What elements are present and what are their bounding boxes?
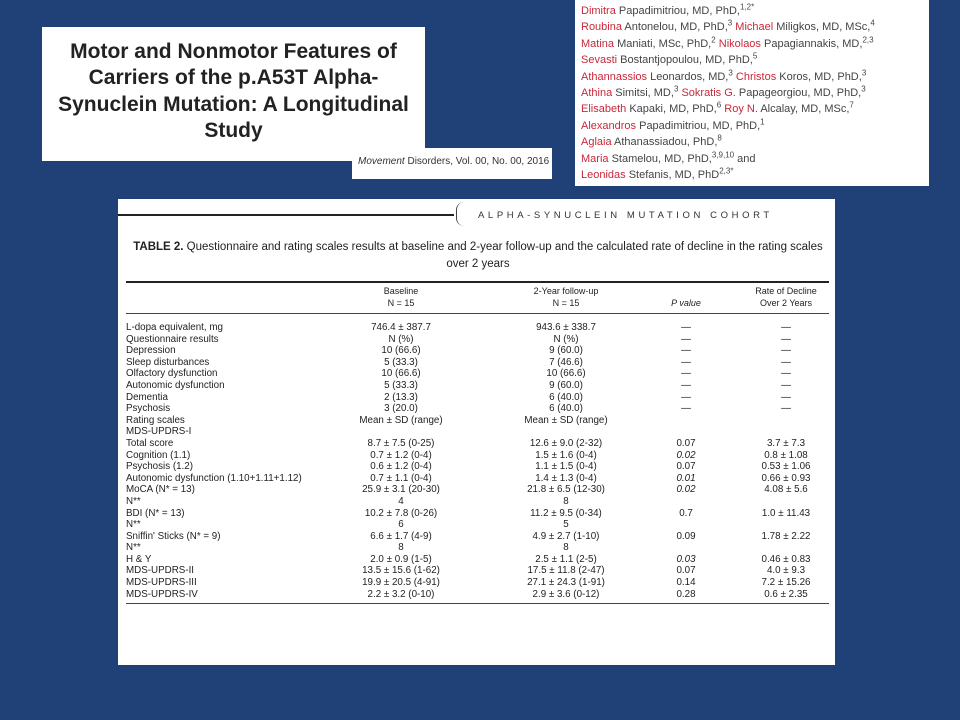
pvalue-cell: 0.09 bbox=[676, 530, 696, 542]
decline-cell: 1.0 ± 11.43 bbox=[761, 507, 811, 519]
author-name: Christos bbox=[732, 70, 777, 83]
baseline-cell: 5 (33.3) bbox=[384, 356, 418, 368]
followup-cell: 11.2 ± 9.5 (0-34) bbox=[530, 507, 602, 519]
author-degrees: Athanassiadou, PhD, bbox=[611, 136, 718, 149]
author-name: Leonidas bbox=[581, 169, 626, 182]
journal-name: Movement bbox=[358, 156, 405, 167]
decline-cell: — bbox=[781, 379, 791, 391]
author-name: Roubina bbox=[581, 21, 622, 34]
pvalue-cell: 0.03 bbox=[676, 553, 696, 565]
pvalue-cell: — bbox=[681, 368, 691, 380]
baseline-cell: N (%) bbox=[388, 333, 414, 345]
pvalue-cell: — bbox=[681, 379, 691, 391]
table-row bbox=[126, 542, 829, 554]
decline-cell: — bbox=[781, 345, 791, 357]
table-row bbox=[126, 438, 829, 450]
author-degrees: Leonardos, MD, bbox=[647, 70, 729, 83]
author-degrees: Kapaki, MD, PhD, bbox=[626, 103, 717, 116]
citation-details: Disorders, Vol. 00, No. 00, 2016 bbox=[404, 156, 550, 167]
decline-cell: 0.66 ± 0.93 bbox=[761, 472, 811, 484]
followup-cell: 1.5 ± 1.6 (0-4) bbox=[535, 449, 597, 461]
author-degrees: Simitsi, MD, bbox=[612, 87, 674, 100]
table-row bbox=[126, 403, 829, 415]
author-affiliation: 2,3* bbox=[719, 166, 734, 176]
followup-cell: 8 bbox=[563, 542, 569, 554]
col-head-baseline-n: N = 15 bbox=[387, 298, 415, 308]
col-head-decline-period: Over 2 Years bbox=[759, 298, 813, 308]
author-line bbox=[581, 167, 923, 183]
author-degrees: Papagiannakis, MD, bbox=[760, 37, 863, 50]
baseline-cell: 4 bbox=[398, 495, 404, 507]
table-row bbox=[126, 473, 829, 485]
baseline-cell: 8.7 ± 7.5 (0-25) bbox=[367, 437, 435, 449]
baseline-cell: 746.4 ± 387.7 bbox=[371, 322, 431, 333]
baseline-cell: 0.7 ± 1.1 (0-4) bbox=[370, 472, 432, 484]
col-head-decline-label: Rate of Decline bbox=[755, 286, 817, 296]
row-label: Sniffin' Sticks (N* = 9) bbox=[126, 530, 221, 542]
author-degrees: Miligkos, MD, MSc, bbox=[773, 21, 871, 34]
author-affiliation: 3 bbox=[727, 18, 733, 28]
author-line bbox=[581, 101, 923, 117]
decline-cell: — bbox=[781, 391, 791, 403]
author-name: Sokratis G. bbox=[678, 87, 736, 100]
decline-cell: 0.6 ± 2.35 bbox=[764, 588, 808, 600]
baseline-cell: 10 (66.6) bbox=[381, 368, 421, 380]
row-label: Questionnaire results bbox=[126, 333, 219, 345]
author-degrees: Stefanis, MD, PhD bbox=[625, 169, 720, 182]
author-name: Nikolaos bbox=[715, 37, 761, 50]
author-name: Athina bbox=[581, 87, 613, 100]
table-row bbox=[126, 565, 829, 577]
row-label: Psychosis (1.2) bbox=[126, 461, 193, 473]
baseline-cell: 6.6 ± 1.7 (4-9) bbox=[370, 530, 432, 542]
followup-cell: 1.1 ± 1.5 (0-4) bbox=[535, 461, 597, 473]
row-label: MoCA (N* = 13) bbox=[126, 484, 195, 496]
pvalue-cell: 0.28 bbox=[676, 588, 696, 600]
decline-cell: 7.2 ± 15.26 bbox=[761, 577, 811, 589]
author-degrees: Papadimitriou, MD, PhD, bbox=[615, 5, 740, 17]
pvalue-cell: 0.07 bbox=[676, 437, 696, 449]
table-row bbox=[126, 368, 829, 380]
running-head: ALPHA-SYNUCLEIN MUTATION COHORT bbox=[478, 210, 773, 221]
row-label: N** bbox=[126, 542, 141, 554]
followup-cell: 9 (60.0) bbox=[549, 379, 583, 391]
pvalue-cell: — bbox=[681, 322, 691, 333]
table-row bbox=[126, 589, 829, 601]
author-name: Elisabeth bbox=[581, 103, 627, 116]
author-line bbox=[581, 52, 923, 68]
baseline-cell: 2.2 ± 3.2 (0-10) bbox=[367, 588, 435, 600]
author-affiliation: 1,2* bbox=[739, 2, 755, 12]
followup-cell: 6 (40.0) bbox=[549, 403, 583, 415]
baseline-cell: 8 bbox=[398, 542, 404, 554]
author-line bbox=[581, 3, 923, 19]
pvalue-cell: 0.01 bbox=[676, 472, 696, 484]
decline-cell: 4.0 ± 9.3 bbox=[766, 565, 806, 577]
row-label: N** bbox=[126, 519, 141, 531]
author-name: Alexandros bbox=[581, 119, 637, 132]
followup-cell: 21.8 ± 6.5 (12-30) bbox=[527, 484, 605, 496]
row-label: H & Y bbox=[126, 553, 152, 565]
followup-cell: N (%) bbox=[553, 333, 579, 345]
author-affiliation: 7 bbox=[849, 100, 854, 110]
pvalue-cell: 0.7 bbox=[679, 507, 693, 519]
followup-cell: 1.4 ± 1.3 (0-4) bbox=[535, 472, 597, 484]
decline-cell: — bbox=[781, 322, 791, 333]
col-head-followup-n: N = 15 bbox=[552, 298, 580, 308]
row-label: Olfactory dysfunction bbox=[126, 368, 218, 380]
col-head-pvalue-label: P value bbox=[671, 298, 701, 308]
table-row bbox=[126, 519, 829, 531]
row-label: MDS-UPDRS-III bbox=[126, 577, 197, 589]
row-label: Dementia bbox=[126, 391, 168, 403]
table-row bbox=[126, 484, 829, 496]
author-degrees: Maniati, MSc, PhD, bbox=[614, 37, 712, 50]
author-line bbox=[581, 134, 923, 150]
author-degrees: Antonelou, MD, PhD, bbox=[621, 21, 728, 34]
baseline-cell: 6 bbox=[398, 519, 404, 531]
author-name: Aglaia bbox=[581, 136, 612, 149]
decline-cell: — bbox=[781, 333, 791, 345]
row-label: MDS-UPDRS-II bbox=[126, 565, 195, 577]
followup-cell: 8 bbox=[563, 495, 569, 507]
table-row bbox=[126, 426, 829, 438]
author-degrees: Stamelou, MD, PhD, bbox=[608, 152, 712, 165]
row-label: BDI (N* = 13) bbox=[126, 507, 185, 519]
table-row bbox=[126, 508, 829, 520]
table-body bbox=[126, 322, 829, 600]
pvalue-cell: — bbox=[681, 333, 691, 345]
author-affiliation: 5 bbox=[752, 51, 758, 61]
followup-cell: Mean ± SD (range) bbox=[524, 414, 608, 426]
decline-cell: 0.46 ± 0.83 bbox=[761, 553, 811, 565]
author-line bbox=[581, 118, 923, 134]
decline-cell: — bbox=[781, 368, 791, 380]
table-card bbox=[118, 199, 835, 665]
baseline-cell: 2 (13.3) bbox=[384, 391, 418, 403]
col-head-followup-label: 2-Year follow-up bbox=[533, 286, 599, 296]
col-head-decline bbox=[741, 285, 831, 309]
author-affiliation: 3 bbox=[861, 84, 866, 94]
followup-cell: 10 (66.6) bbox=[546, 368, 586, 380]
baseline-cell: 19.9 ± 20.5 (4-91) bbox=[362, 577, 440, 589]
pvalue-cell: 0.02 bbox=[676, 449, 696, 461]
decline-cell: 4.08 ± 5.6 bbox=[764, 484, 808, 496]
decline-cell: 1.78 ± 2.22 bbox=[761, 530, 811, 542]
author-name: Michael bbox=[732, 21, 774, 34]
followup-cell: 5 bbox=[563, 519, 569, 531]
baseline-cell: 5 (33.3) bbox=[384, 379, 418, 391]
followup-cell: 9 (60.0) bbox=[549, 345, 583, 357]
col-head-pvalue bbox=[651, 297, 721, 309]
journal-citation bbox=[352, 148, 552, 179]
author-affiliation: 2,3 bbox=[862, 35, 874, 45]
title-card bbox=[42, 27, 425, 161]
followup-cell: 12.6 ± 9.0 (2-32) bbox=[529, 437, 603, 449]
row-label: MDS-UPDRS-IV bbox=[126, 588, 198, 600]
followup-cell: 17.5 ± 11.8 (2-47) bbox=[527, 565, 605, 577]
author-affiliation: 6 bbox=[716, 100, 722, 110]
header-rule bbox=[118, 214, 454, 216]
row-label: Cognition (1.1) bbox=[126, 449, 191, 461]
followup-cell: 6 (40.0) bbox=[549, 391, 583, 403]
baseline-cell: 0.7 ± 1.2 (0-4) bbox=[370, 449, 432, 461]
baseline-cell: 2.0 ± 0.9 (1-5) bbox=[370, 553, 432, 565]
author-conjunction: and bbox=[734, 152, 756, 165]
followup-cell: 7 (46.6) bbox=[549, 356, 583, 368]
table-bottom-rule bbox=[126, 603, 829, 604]
author-line bbox=[581, 36, 923, 52]
row-label: Rating scales bbox=[126, 414, 185, 426]
row-label: Total score bbox=[126, 437, 174, 449]
decline-cell: 0.53 ± 1.06 bbox=[761, 461, 811, 473]
row-label: Autonomic dysfunction (1.10+1.11+1.12) bbox=[126, 472, 302, 484]
author-name: Maria bbox=[581, 152, 609, 165]
author-affiliation: 3 bbox=[861, 67, 867, 77]
author-line bbox=[581, 85, 923, 101]
author-affiliation: 3 bbox=[728, 67, 733, 77]
author-line bbox=[581, 69, 923, 85]
table-row bbox=[126, 496, 829, 508]
table-row bbox=[126, 322, 829, 334]
baseline-cell: 3 (20.0) bbox=[384, 403, 418, 415]
pvalue-cell: — bbox=[681, 391, 691, 403]
table-row bbox=[126, 357, 829, 369]
author-list bbox=[575, 0, 929, 186]
row-label: L-dopa equivalent, mg bbox=[126, 322, 223, 333]
col-head-baseline bbox=[336, 285, 466, 309]
author-degrees: Alcalay, MD, MSc, bbox=[757, 103, 850, 116]
author-affiliation: 8 bbox=[717, 133, 722, 143]
pvalue-cell: 0.14 bbox=[676, 577, 696, 589]
author-name: Dimitra bbox=[581, 5, 616, 17]
col-head-baseline-label: Baseline bbox=[383, 286, 419, 296]
header-brace bbox=[456, 202, 466, 226]
row-label: Depression bbox=[126, 345, 176, 357]
author-affiliation: 1 bbox=[760, 117, 765, 127]
decline-cell: 0.8 ± 1.08 bbox=[764, 449, 808, 461]
baseline-cell: 10.2 ± 7.8 (0-26) bbox=[364, 507, 438, 519]
author-degrees: Papageorgiou, MD, PhD, bbox=[735, 87, 862, 100]
table-row bbox=[126, 577, 829, 589]
table-row bbox=[126, 415, 829, 427]
followup-cell: 2.5 ± 1.1 (2-5) bbox=[535, 553, 597, 565]
pvalue-cell: — bbox=[681, 403, 691, 415]
author-affiliation: 2 bbox=[711, 35, 716, 45]
followup-cell: 2.9 ± 3.6 (0-12) bbox=[532, 588, 600, 600]
decline-cell: — bbox=[781, 356, 791, 368]
author-degrees: Papadimitriou, MD, PhD, bbox=[636, 119, 761, 132]
table-top-rule bbox=[126, 281, 829, 283]
baseline-cell: 25.9 ± 3.1 (20-30) bbox=[362, 484, 440, 496]
author-affiliation: 3,9,10 bbox=[711, 150, 735, 159]
author-name: Sevasti bbox=[581, 54, 618, 67]
row-label: Psychosis bbox=[126, 403, 171, 415]
author-name: Athannassios bbox=[581, 70, 648, 83]
decline-cell: 3.7 ± 7.3 bbox=[766, 437, 806, 449]
table-row bbox=[126, 345, 829, 357]
pvalue-cell: — bbox=[681, 345, 691, 357]
row-label: Sleep disturbances bbox=[126, 356, 210, 368]
author-degrees: Koros, MD, PhD, bbox=[776, 70, 862, 83]
header-bottom-rule bbox=[126, 313, 829, 314]
baseline-cell: 0.6 ± 1.2 (0-4) bbox=[370, 461, 432, 473]
col-head-followup bbox=[491, 285, 641, 309]
author-affiliation: 4 bbox=[870, 18, 875, 28]
baseline-cell: 10 (66.6) bbox=[381, 345, 421, 357]
baseline-cell: Mean ± SD (range) bbox=[359, 414, 443, 426]
table-row bbox=[126, 392, 829, 404]
followup-cell: 27.1 ± 24.3 (1-91) bbox=[527, 577, 605, 589]
table-row bbox=[126, 554, 829, 566]
table-row bbox=[126, 461, 829, 473]
author-line bbox=[581, 151, 923, 167]
author-degrees: Bostantjopoulou, MD, PhD, bbox=[617, 54, 753, 67]
table-row bbox=[126, 531, 829, 543]
author-line bbox=[581, 19, 923, 35]
table-row bbox=[126, 380, 829, 392]
followup-cell: 943.6 ± 338.7 bbox=[536, 322, 596, 333]
caption-text: Questionnaire and rating scales results at baseline and 2-year follow-up and the calculated rate of decline in the rating scales over 2 years bbox=[183, 241, 823, 270]
pvalue-cell: 0.02 bbox=[676, 484, 696, 496]
decline-cell: — bbox=[781, 403, 791, 415]
row-label: MDS-UPDRS-I bbox=[126, 426, 192, 438]
table-row bbox=[126, 334, 829, 346]
baseline-cell: 13.5 ± 15.6 (1-62) bbox=[362, 565, 440, 577]
table-row bbox=[126, 450, 829, 462]
pvalue-cell: 0.07 bbox=[676, 565, 696, 577]
followup-cell: 4.9 ± 2.7 (1-10) bbox=[532, 530, 600, 542]
row-label: N** bbox=[126, 495, 141, 507]
table-caption bbox=[128, 239, 828, 273]
table-label: TABLE 2. bbox=[133, 241, 184, 253]
paper-title: Motor and Nonmotor Features of Carriers of the p.A53T Alpha-Synuclein Mutation: A Longitudinal Study bbox=[58, 40, 409, 142]
author-name: Matina bbox=[581, 37, 615, 50]
author-affiliation: 3 bbox=[673, 84, 679, 94]
pvalue-cell: 0.07 bbox=[676, 461, 696, 473]
pvalue-cell: — bbox=[681, 356, 691, 368]
author-name: Roy N. bbox=[721, 103, 758, 116]
row-label: Autonomic dysfunction bbox=[126, 379, 225, 391]
